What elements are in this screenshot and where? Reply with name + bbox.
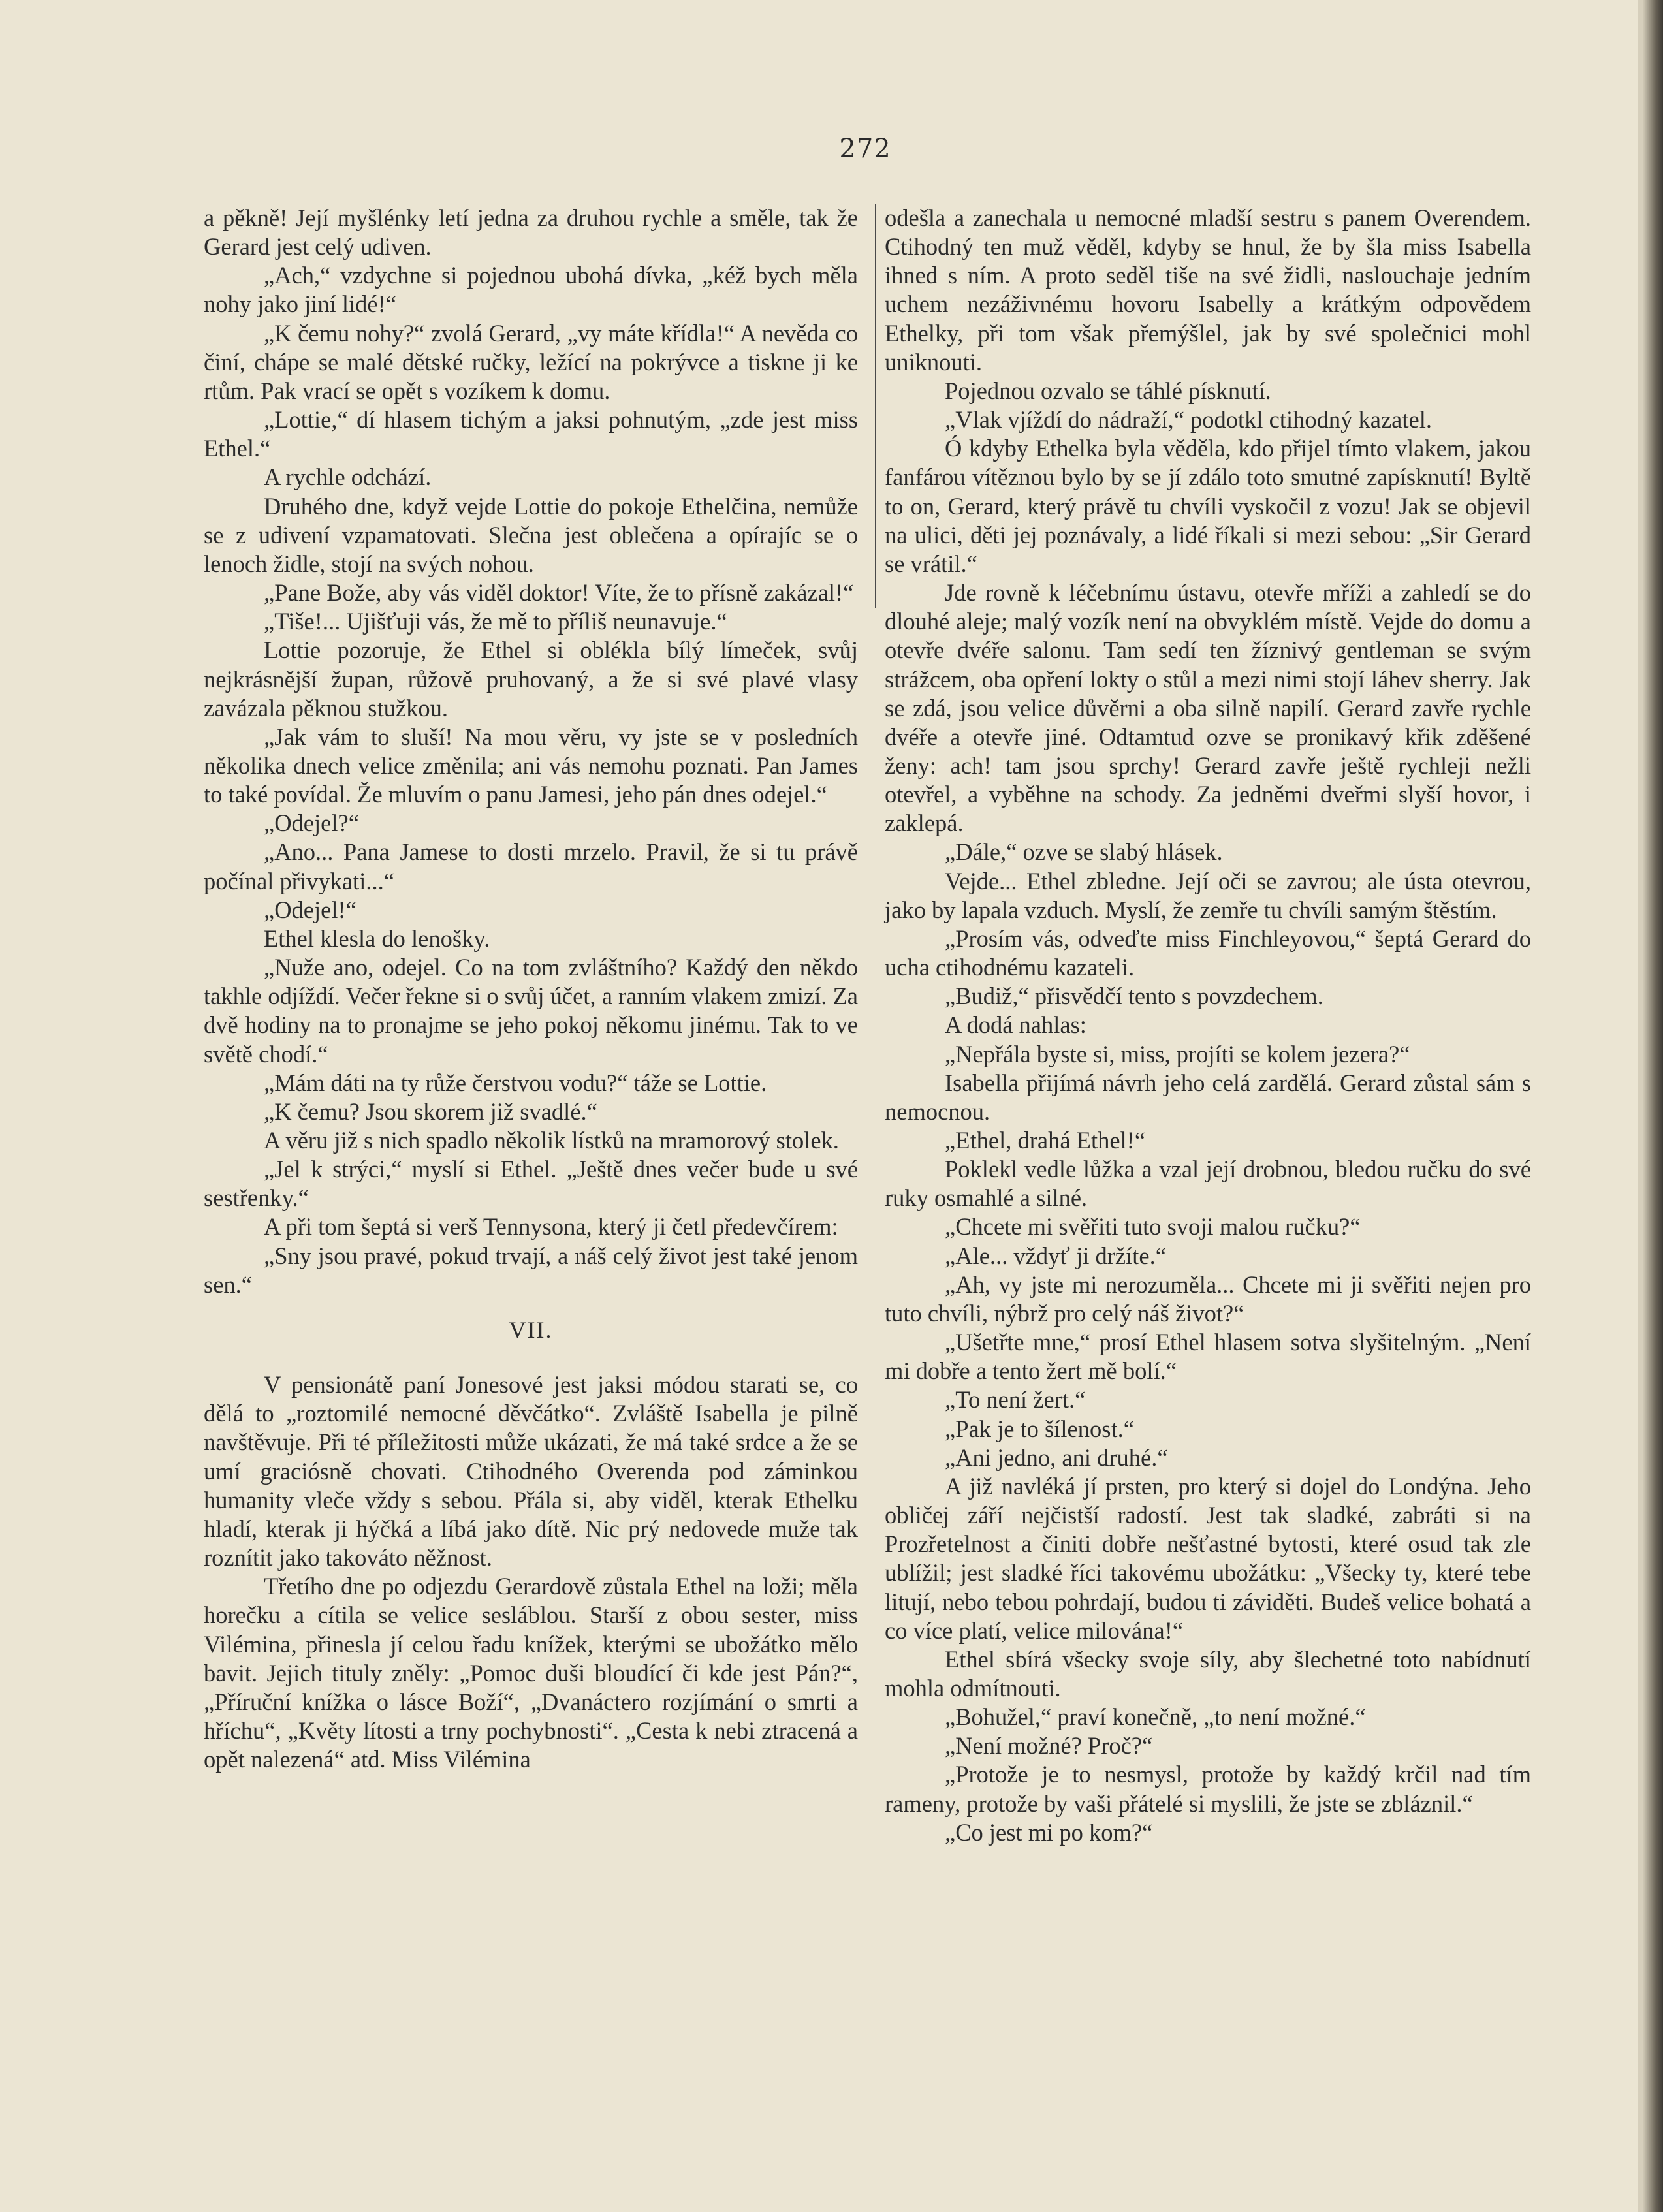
paragraph: „Budiž,“ přisvědčí tento s povzdechem. xyxy=(945,983,1323,1010)
paragraph: a pěkně! Její myšlénky letí jedna za druhou rychle a směle, tak že Gerard jest celý udiven. xyxy=(204,204,858,261)
paragraph: „K čemu? Jsou skorem již svadlé.“ xyxy=(264,1098,597,1125)
paragraph: A již navléká jí prsten, pro který si dojel do Londýna. Jeho obličej září nejčistší radostí. Jest tak sladké, zabráti si na Prozřetelnost a činiti dobře nešťastné bytosti, které osud tak zle ublížil; jest sladké říci takovému ubožátku: „Všecky ty, které tebe litují, nebo tebou pohrdají, budou ti záviděti. Budeš velice bohatá a co více platí, velice milována!“ xyxy=(885,1472,1531,1644)
paragraph: A dodá nahlas: xyxy=(945,1011,1086,1039)
paragraph: „Bohužel,“ praví konečně, „to není možné.“ xyxy=(945,1703,1366,1731)
paragraph: „Ach,“ vzdychne si pojednou ubohá dívka, „kéž bych měla nohy jako jiní lidé!“ xyxy=(204,262,858,318)
paragraph: V pensionátě paní Jonesové jest jaksi módou starati se, co dělá to „roztomilé nemocné děvčátko“. Zvláště Isabella je pilně navštěvuje. Při té příležitosti může ukázati, že má také srdce a že se umí graciósně chovati. Ctihodného Overenda pod záminkou humanity vleče vždy s sebou. Přála si, aby viděl, kterak Ethelku hladí, kterak ji hýčká a líbá jako dítě. Nic prý nedovede muže tak roznítit jako takováto něžnost. xyxy=(204,1371,858,1572)
paragraph: „Vlak vjíždí do nádraží,“ podotkl ctihodný kazatel. xyxy=(945,406,1432,434)
right-column xyxy=(885,204,1531,1847)
paragraph: „Ani jedno, ani druhé.“ xyxy=(945,1444,1168,1471)
page-number: 272 xyxy=(839,134,891,164)
paragraph: Druhého dne, když vejde Lottie do pokoje Ethelčina, nemůže se z udivení vzpamatovati. Slečna jest oblečena a opírajíc se o lenoch židle, stojí na svých nohou. xyxy=(204,492,858,577)
paragraph: „Tiše!... Ujišťuji vás, že mě to příliš neunavuje.“ xyxy=(264,608,727,635)
page-gutter xyxy=(1638,0,1643,2212)
paragraph: Vejde... Ethel zbledne. Její oči se zavrou; ale ústa otevrou, jako by lapala vzduch. Myslí, že zemře tu chvíli samým štěstím. xyxy=(885,867,1531,923)
paragraph: „Není možné? Proč?“ xyxy=(945,1732,1153,1760)
paragraph: A věru již s nich spadlo několik lístků na mramorový stolek. xyxy=(264,1127,839,1154)
column-divider xyxy=(875,204,876,608)
paragraph: Poklekl vedle lůžka a vzal její drobnou, bledou ručku do své ruky osmahlé a silné. xyxy=(885,1156,1531,1212)
paragraph: „Odejel?“ xyxy=(264,810,359,837)
paragraph: Lottie pozoruje, že Ethel si oblékla bílý límeček, svůj nejkrásnější župan, růžově pruhovaný, a že si své plavé vlasy zavázala pěknou stužkou. xyxy=(204,637,858,721)
paragraph: „Ah, vy jste mi nerozuměla... Chcete mi ji svěřiti nejen pro tuto chvíli, nýbrž pro celý náš život?“ xyxy=(885,1271,1531,1327)
paragraph: „To není žert.“ xyxy=(945,1386,1086,1414)
section-heading: VII. xyxy=(509,1316,553,1343)
paragraph: Jde rovně k léčebnímu ústavu, otevře mříži a zahledí se do dlouhé aleje; malý vozík není na obvyklém místě. Vejde do domu a otevře dvéře salonu. Tam sedí ten žíznivý gentleman se svým strážcem, oba opření lokty o stůl a mezi nimi stojí láhev sherry. Jak se zdá, jsou velice důvěrni a oba silně napilí. Gerard zavře rychle dvéře a otevře jiné. Odtamtud ozve se pronikavý křik zděšené ženy: ach! tam jsou sprchy! Gerard zavře ještě rychleji nežli otevřel, a vyběhne na schody. Za jedněmi dveřmi slyší hovor, i zaklepá. xyxy=(885,579,1531,837)
paragraph: „Pak je to šílenost.“ xyxy=(945,1415,1134,1442)
paragraph: A při tom šeptá si verš Tennysona, který ji četl předevčírem: xyxy=(264,1213,838,1240)
page-edge-shadow xyxy=(1643,0,1663,2212)
paragraph: „Ano... Pana Jamese to dosti mrzelo. Pravil, že si tu právě počínal přivykati...“ xyxy=(204,838,858,894)
paragraph: „Mám dáti na ty růže čerstvou vodu?“ táže se Lottie. xyxy=(264,1069,767,1096)
paragraph: „Ethel, drahá Ethel!“ xyxy=(945,1127,1146,1154)
paragraph: Pojednou ozvalo se táhlé písknutí. xyxy=(945,377,1271,404)
paragraph: „Odejel!“ xyxy=(264,896,356,923)
paragraph: „Lottie,“ dí hlasem tichým a jaksi pohnutým, „zde jest miss Ethel.“ xyxy=(204,406,858,462)
paragraph: „Protože je to nesmysl, protože by každý krčil nad tím rameny, protože by vaši přátelé si myslili, že jste se zbláznil.“ xyxy=(885,1761,1531,1817)
paragraph: „Chcete mi svěřiti tuto svoji malou ručku?“ xyxy=(945,1213,1361,1240)
paragraph: Ethel klesla do lenošky. xyxy=(264,924,490,952)
paragraph: „Nepřála byste si, miss, projíti se kolem jezera?“ xyxy=(945,1040,1410,1067)
paragraph: „K čemu nohy?“ zvolá Gerard, „vy máte křídla!“ A nevěda co činí, chápe se malé dětské ručky, ležící na pokrývce a tiskne ji ke rtům. Pak vrací se opět s vozíkem k domu. xyxy=(204,319,858,404)
paragraph: „Ale... vždyť ji držíte.“ xyxy=(945,1242,1166,1269)
paragraph: Isabella přijímá návrh jeho celá zardělá. Gerard zůstal sám s nemocnou. xyxy=(885,1069,1531,1125)
paragraph: „Pane Bože, aby vás viděl doktor! Víte, že to přísně zakázal!“ xyxy=(264,579,854,607)
paragraph: Třetího dne po odjezdu Gerardově zůstala Ethel na loži; měla horečku a cítila se velice sesláblou. Starší z obou sester, miss Vilémina, přinesla jí celou řadu knížek, kterými se ubožátko mělo bavit. Jejich tituly zněly: „Pomoc duši bloudící či kde jest Pán?“, „Příruční knížka o lásce Boží“, „Dvanáctero rozjímání o smrti a hříchu“, „Květy lítosti a trny pochybnosti“. „Cesta k nebi ztracená a opět nalezená“ atd. Miss Vilémina xyxy=(204,1573,858,1773)
paragraph: „Ušetřte mne,“ prosí Ethel hlasem sotva slyšitelným. „Není mi dobře a tento žert mě bolí.“ xyxy=(885,1329,1531,1385)
paragraph: „Jak vám to sluší! Na mou věru, vy jste se v posledních několika dnech velice změnila; ani vás nemohu poznati. Pan James to také povídal. Že mluvím o panu Jamesi, jeho pán dnes odejel.“ xyxy=(204,723,858,808)
paragraph: Ó kdyby Ethelka byla věděla, kdo přijel tímto vlakem, jakou fanfárou vítěznou bylo by se jí zdálo toto smutné zapísknutí! Byltě to on, Gerard, který právě tu chvíli vyskočil z vozu! Jak se objevil na ulici, děti jej poznávaly, a lidé říkali si mezi sebou: „Sir Gerard se vrátil.“ xyxy=(885,435,1531,577)
paragraph: „Dále,“ ozve se slabý hlásek. xyxy=(945,838,1223,866)
paragraph: „Co jest mi po kom?“ xyxy=(945,1818,1153,1846)
paragraph: „Jel k strýci,“ myslí si Ethel. „Ještě dnes večer bude u své sestřenky.“ xyxy=(204,1156,858,1212)
left-column xyxy=(204,204,858,1774)
paragraph: A rychle odchází. xyxy=(264,464,432,491)
paragraph: odešla a zanechala u nemocné mladší sestru s panem Overendem. Ctihodný ten muž věděl, kdyby se hnul, že by šla miss Isabella ihned s ním. A proto seděl tiše na své židli, naslouchaje jedním uchem nezáživnému hovoru Isabelly a krátkým odpovědem Ethelky, při tom však přemýšlel, jak by své společnici mohl uniknouti. xyxy=(885,204,1531,375)
paragraph: „Prosím vás, odveďte miss Finchleyovou,“ šeptá Gerard do ucha ctihodnému kazateli. xyxy=(885,924,1531,981)
paragraph: „Nuže ano, odejel. Co na tom zvláštního? Každý den někdo takhle odjíždí. Večer řekne si o svůj účet, a ranním vlakem zmizí. Za dvě hodiny na to pronajme se jeho pokoj někomu jinému. Tak to ve světě chodí.“ xyxy=(204,954,858,1067)
paragraph: Ethel sbírá všecky svoje síly, aby šlechetné toto nabídnutí mohla odmítnouti. xyxy=(885,1645,1531,1701)
paragraph: „Sny jsou pravé, pokud trvají, a náš celý život jest také jenom sen.“ xyxy=(204,1242,858,1298)
